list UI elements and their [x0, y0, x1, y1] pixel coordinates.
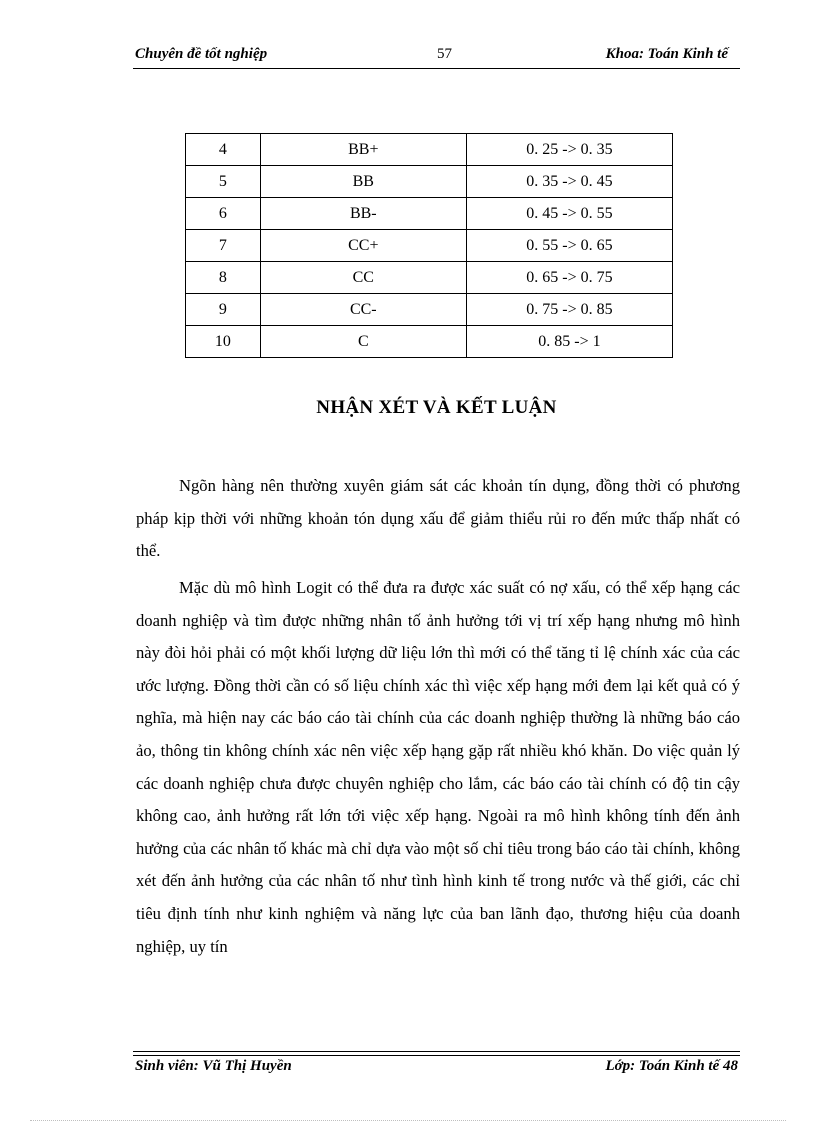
table-row	[186, 262, 673, 294]
rating-grade: BB	[260, 166, 466, 198]
probability-range: 0. 45 -> 0. 55	[466, 198, 672, 230]
table-row	[186, 134, 673, 166]
paragraph-1: Ngõn hàng nên thường xuyên giám sát các khoản tín dụng, đồng thời có phương pháp kịp thời với những khoản tón dụng xấu để giảm thiểu rủi ro đến mức thấp nhất có thể.	[136, 476, 740, 561]
footer-rule-top	[133, 1051, 740, 1052]
footer-student: Sinh viên: Vũ Thị Huyền	[135, 1058, 292, 1074]
footer-rule-bottom	[133, 1055, 740, 1056]
table-row	[186, 326, 673, 358]
row-number: 9	[186, 294, 261, 326]
paragraph-2: Mặc dù mô hình Logit có thể đưa ra được xác suất có nợ xấu, có thể xếp hạng các doanh nghiệp và tìm được những nhân tố ảnh hưởng tới vị trí xếp hạng nhưng mô hình này đòi hỏi phải có một khối lượng dữ liệu lớn thì mới có thể tăng tỉ lệ chính xác của các ước lượng. Đồng thời cần có số liệu chính xác thì việc xếp hạng mới đem lại kết quả có ý nghĩa, mà hiện nay các báo cáo tài chính của các doanh nghiệp thường là những báo cáo ảo, thông tin không chính xác nên việc xếp hạng gặp rất nhiều khó khăn. Do việc quản lý các doanh nghiệp chưa được chuyên nghiệp cho lắm, các báo cáo tài chính có độ tin cậy không cao, ảnh hưởng rất lớn tới việc xếp hạng. Ngoài ra mô hình không tính đến ảnh hưởng của các nhân tố khác mà chỉ dựa vào một số chỉ tiêu trong báo cáo tài chính, không xét đến ảnh hưởng của các nhân tố như tình hình kinh tế trong nước và thế giới, các chỉ tiêu định tính như kinh nghiệm và năng lực của ban lãnh đạo, thương hiệu của doanh nghiệp, uy tín	[136, 578, 740, 956]
probability-range: 0. 55 -> 0. 65	[466, 230, 672, 262]
rating-grade: BB+	[260, 134, 466, 166]
header-rule	[133, 68, 740, 69]
section-title: NHẬN XÉT VÀ KẾT LUẬN	[316, 397, 557, 418]
rating-grade: CC+	[260, 230, 466, 262]
rating-grade: C	[260, 326, 466, 358]
probability-range: 0. 65 -> 0. 75	[466, 262, 672, 294]
probability-range: 0. 85 -> 1	[466, 326, 672, 358]
page-number: 57	[437, 46, 452, 62]
table-row	[186, 294, 673, 326]
probability-range: 0. 25 -> 0. 35	[466, 134, 672, 166]
header-thesis-title: Chuyên đề tốt nghiệp	[135, 46, 268, 62]
row-number: 5	[186, 166, 261, 198]
rating-grade: CC-	[260, 294, 466, 326]
row-number: 8	[186, 262, 261, 294]
header-faculty: Khoa: Toán Kinh tế	[605, 46, 728, 62]
probability-range: 0. 35 -> 0. 45	[466, 166, 672, 198]
page-footer	[133, 1058, 740, 1080]
row-number: 10	[186, 326, 261, 358]
rating-grade: CC	[260, 262, 466, 294]
row-number: 7	[186, 230, 261, 262]
footer-class: Lớp: Toán Kinh tế 48	[605, 1058, 738, 1074]
probability-range: 0. 75 -> 0. 85	[466, 294, 672, 326]
page-header	[133, 44, 740, 68]
page-bottom-dotted-line	[30, 1120, 786, 1121]
row-number: 6	[186, 198, 261, 230]
table-row	[186, 166, 673, 198]
row-number: 4	[186, 134, 261, 166]
rating-table	[185, 133, 673, 358]
table-row	[186, 230, 673, 262]
rating-grade: BB-	[260, 198, 466, 230]
table-row	[186, 198, 673, 230]
